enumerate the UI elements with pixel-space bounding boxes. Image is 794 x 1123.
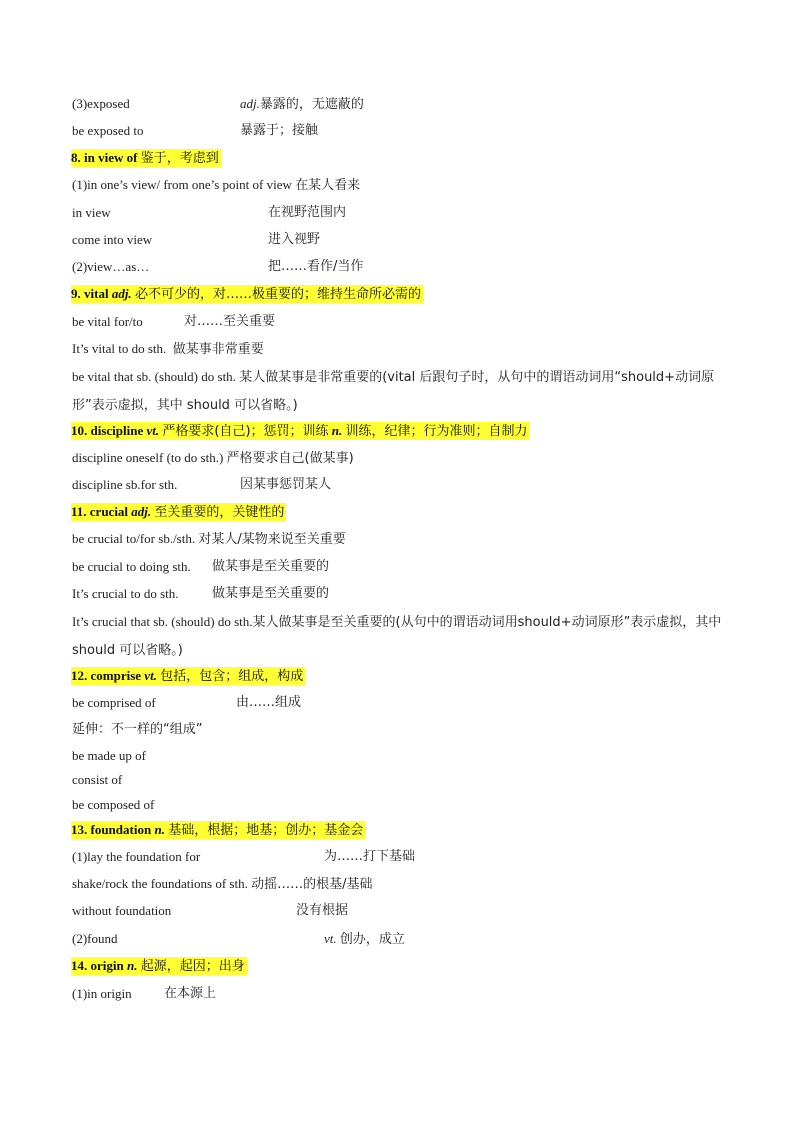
headword: 8. in view of [71,150,138,165]
part-of-speech: adj. [111,286,132,301]
meaning: 做某事是至关重要的 [212,586,330,601]
entry-line [72,585,179,603]
phrase: be vital that sb. (should) do sth. [72,369,236,384]
phrase: consist of [72,772,123,787]
meaning: 进入视野 [268,232,321,247]
meaning: 严格要求(自己)；惩罚；训练 [162,424,329,439]
meaning: 必不可少的，对……极重要的；维持生命所必需的 [134,287,421,302]
entry-line [72,985,132,1003]
phrase: (2)view…as… [72,259,150,274]
entry-line [72,558,191,576]
meaning: 某人做某事是非常重要的(vital 后跟句子时，从句中的谓语动词用“should+动词原形”表示虚拟，其中 should 可以省略。) [72,370,715,413]
meaning: 创办，成立 [339,932,405,947]
phrase: without foundation [72,903,172,918]
part-of-speech: adj. [240,96,260,111]
phrase: in view [72,205,111,220]
phrase: be vital for/to [72,314,143,329]
phrase: It’s vital to do sth. [72,341,167,356]
meaning: 做某事非常重要 [172,342,264,357]
meaning: 做某事是至关重要的 [212,559,330,574]
headword: 13. foundation [71,822,152,837]
meaning: 严格要求自己(做某事) [226,451,354,466]
meaning: 动摇……的根基/基础 [251,877,373,892]
meaning: 起源，起因；出身 [140,959,245,974]
entry-be-exposed [72,122,143,140]
meaning: 包括，包含；组成，构成 [160,669,304,684]
section-heading-12 [71,667,305,685]
entry-line [72,204,111,222]
meaning: 至关重要的，关键性的 [154,505,285,520]
phrase: come into view [72,232,153,247]
phrase: be crucial to doing sth. [72,559,191,574]
headword: 14. origin [71,958,124,973]
section-heading-13 [71,821,365,839]
meaning: 由……组成 [236,695,302,710]
entry-line [72,902,171,920]
headword: 10. discipline [71,423,144,438]
phrase: shake/rock the foundations of sth. [72,876,248,891]
part-of-speech: adj. [131,504,152,519]
meaning: 把……看作/当作 [268,259,364,274]
meaning: 没有根据 [296,903,349,918]
entry-line [72,848,200,866]
section-heading-11 [71,503,286,521]
entry-line [72,449,354,467]
meaning: 鉴于，考虑到 [140,151,219,166]
entry-line [72,875,372,893]
phrase: be comprised of [72,695,156,710]
meaning: 为……打下基础 [324,849,416,864]
meaning: 训练，纪律；行为准则；自制力 [345,424,528,439]
part-of-speech: n. [126,958,138,973]
meaning: 暴露于；接触 [240,123,319,138]
entry-meaning [324,930,405,949]
part-of-speech: n. [154,822,165,837]
meaning: 对某人/某物来说至关重要 [198,532,346,547]
entry-line [72,176,360,194]
section-heading-14 [71,957,247,975]
entry-line [72,231,152,249]
meaning: 基础，根据；地基；创办；基金会 [168,823,364,838]
phrase: discipline oneself (to do sth.) [72,450,224,465]
phrase: be crucial to/for sb./sth. [72,531,196,546]
entry-line [72,930,118,948]
phrase: It’s crucial that sb. (should) do sth. [72,614,253,629]
entry-exposed [72,95,130,113]
phrase: discipline sb.for sth. [72,477,178,492]
phrase: (2)found [72,931,118,946]
phrase: be composed of [72,797,155,812]
part-of-speech: n. [331,423,343,438]
entry-line [72,796,154,814]
phrase: be made up of [72,748,147,763]
section-heading-8 [71,149,221,167]
entry-line [72,476,177,494]
entry-exposed-meaning [240,95,364,114]
meaning: 对……至关重要 [184,314,276,329]
meaning: 某人做某事是至关重要的(从句中的谓语动词用should+动词原形”表示虚拟，其中 should 可以省略。) [72,615,722,658]
part-of-speech: vt. [146,423,160,438]
meaning: 在本源上 [164,986,217,1001]
entry-line [72,694,156,712]
section-heading-9 [71,285,423,303]
part-of-speech: vt. [144,668,157,683]
phrase: be exposed to [72,123,144,138]
phrase: (1)in origin [72,986,132,1001]
entry-line [72,363,724,419]
meaning: 因某事惩罚某人 [240,477,332,492]
phrase: (1)lay the foundation for [72,849,201,864]
entry-line [72,530,346,548]
entry-line [72,313,143,331]
entry-line [72,608,724,664]
headword: 9. vital [71,286,109,301]
phrase: (3)exposed [72,96,130,111]
entry-line [72,771,122,789]
part-of-speech: vt. [324,931,337,946]
phrase: (1)in one’s view/ from one’s point of view [72,177,292,192]
entry-line [72,258,149,276]
headword: 12. comprise [71,668,142,683]
entry-line [72,340,264,358]
meaning: 在视野范围内 [268,205,347,220]
phrase: It’s crucial to do sth. [72,586,179,601]
meaning: 暴露的，无遮蔽的 [259,97,364,112]
section-heading-10 [71,422,530,440]
entry-line [72,747,146,765]
meaning: 在某人看来 [295,178,361,193]
extension-note: 延伸：不一样的“组成” [72,722,203,737]
headword: 11. crucial [71,504,129,519]
